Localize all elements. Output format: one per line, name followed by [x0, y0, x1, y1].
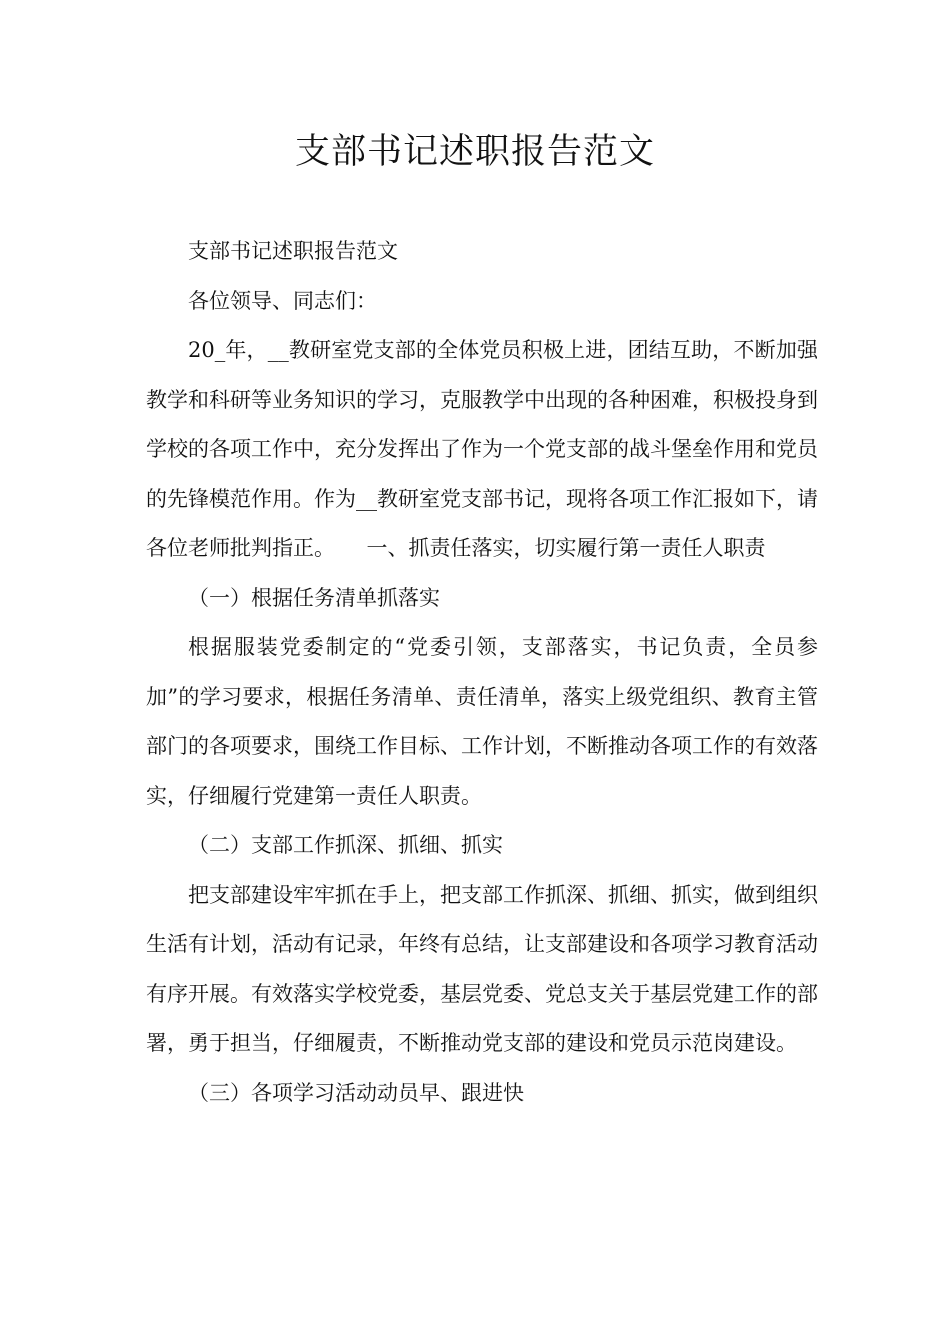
document-body: [146, 227, 818, 1118]
subheading-1: （一）根据任务清单抓落实: [188, 585, 440, 610]
paragraph-intro: 20_年，__教研室党支部的全体党员积极上进，团结互助，不断加强教学和科研等业务知识的学习，克服教学中出现的各种困难，积极投身到学校的各项工作中，充分发挥出了作为一个党支部的战斗堡垒作用和党员的先锋模范作用。作为__教研室党支部书记，现将各项工作汇报如下，请各位老师批判指正。 一、抓责任落实，切实履行第一责任人职责: [146, 338, 818, 560]
document-title: 支部书记述职报告范文: [294, 132, 655, 172]
paragraph-section-1: 根据服装党委制定的“党委引领，支部落实，书记负责，全员参加”的学习要求，根据任务清单、责任清单，落实上级党组织、教育主管部门的各项要求，围绕工作目标、工作计划，不断推动各项工作的有效落实，仔细履行党建第一责任人职责。: [146, 635, 818, 808]
subheading-2: （二）支部工作抓深、抓细、抓实: [188, 833, 503, 857]
paragraph-heading: 支部书记述职报告范文: [188, 239, 398, 263]
paragraph-section-2: 把支部建设牢牢抓在手上，把支部工作抓深、抓细、抓实，做到组织生活有计划，活动有记录，年终有总结，让支部建设和各项学习教育活动有序开展。有效落实学校党委，基层党委、党总支关于基层党建工作的部署，勇于担当，仔细履责，不断推动党支部的建设和党员示范岗建设。: [146, 882, 818, 1055]
subheading-3: （三）各项学习活动动员早、跟进快: [188, 1080, 524, 1105]
paragraph-salutation: 各位领导、同志们：: [188, 288, 377, 313]
